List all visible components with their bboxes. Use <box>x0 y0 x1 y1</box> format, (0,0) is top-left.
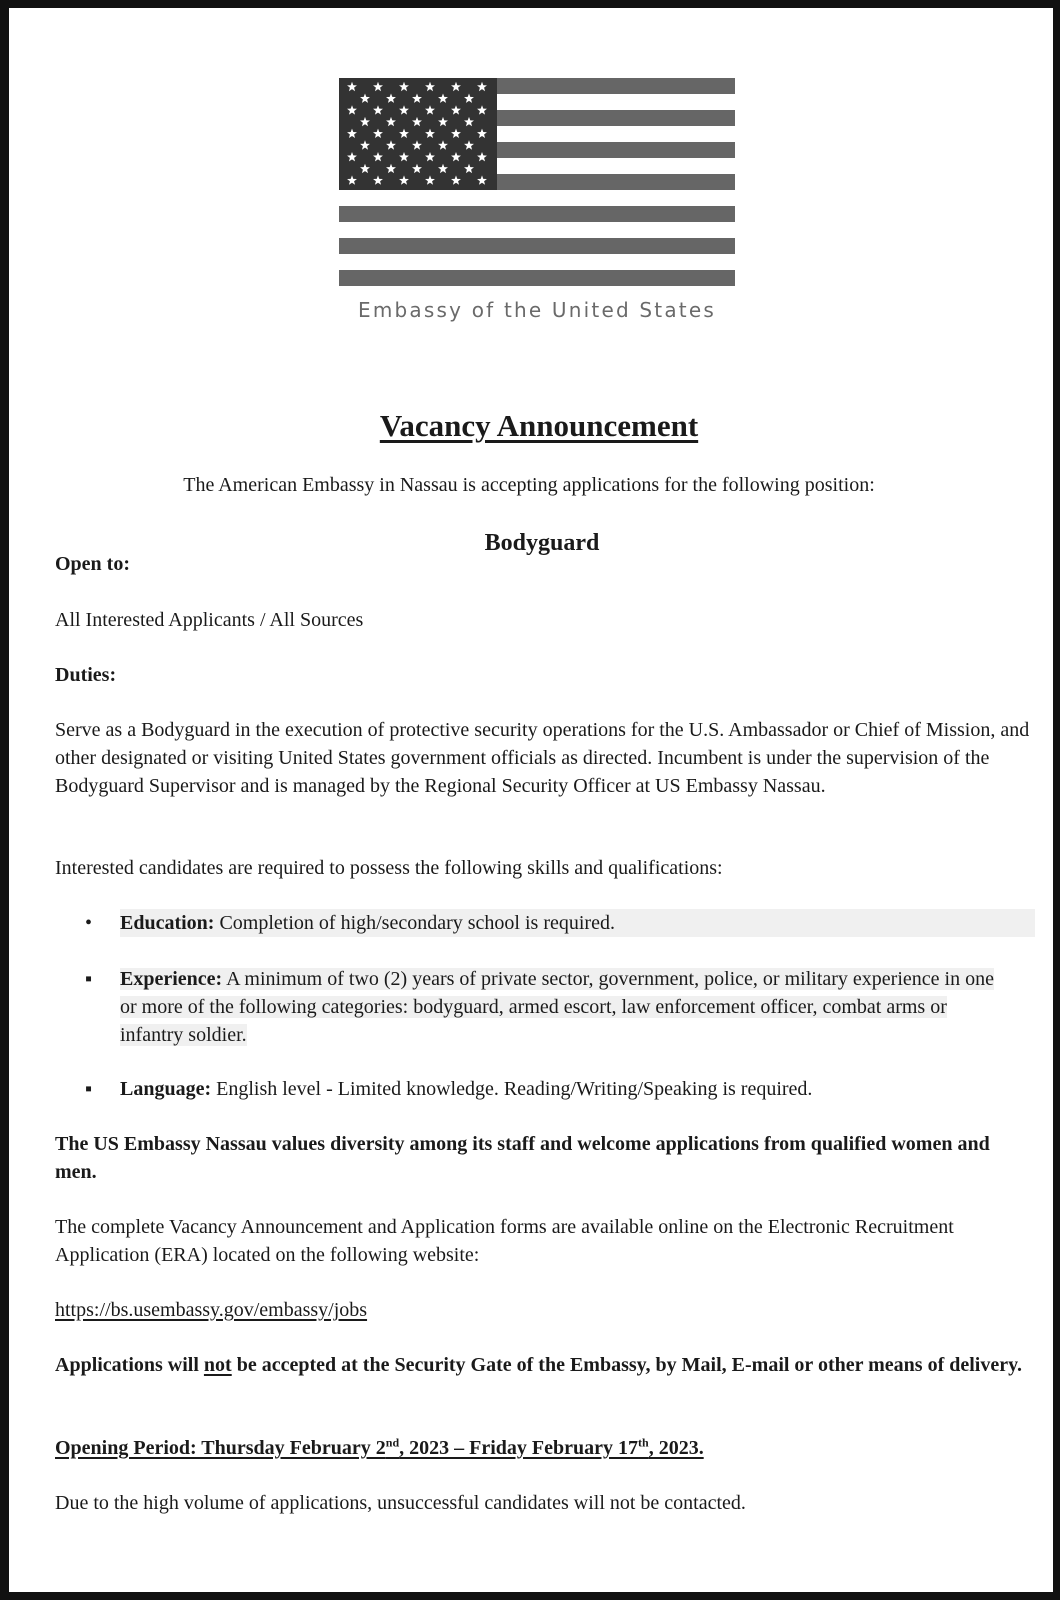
language-label: Language: <box>120 1078 212 1100</box>
us-flag-logo <box>339 78 735 286</box>
embassy-caption: Embassy of the United States <box>358 298 716 322</box>
education-label: Education: <box>120 912 215 934</box>
position-title: Bodyguard <box>484 530 600 556</box>
opening-period: Opening Period: Thursday February 2nd, 2023 – Friday February 17th, 2023. <box>55 1435 704 1459</box>
flag-stripe <box>339 238 735 254</box>
duties-text: Serve as a Bodyguard in the execution of protective security operations for the U.S. Ambassador or Chief of Mission, and other designated or visiting United States government officials as directed. Incumbent is under the supervision of the Bodyguard Supervisor and is managed by the Regional Security Officer at US Embassy Nassau. <box>55 719 1030 797</box>
jobs-link[interactable]: https://bs.usembassy.gov/embassy/jobs <box>55 1299 368 1321</box>
not-emphasis: not <box>203 1354 232 1376</box>
education-text: Completion of high/secondary school is required. <box>219 912 615 934</box>
open-to-heading: Open to: <box>55 553 130 575</box>
qualifications-intro: Interested candidates are required to possess the following skills and qualifications: <box>55 857 723 879</box>
flag-canton <box>339 78 497 190</box>
experience-text: A minimum of two (2) years of private sector, government, police, or military experience in one or more of the following categories: bodyguard, armed escort, law enforcement officer, combat arms or infantry soldier. <box>120 968 994 1046</box>
bullet-icon: • <box>85 912 93 934</box>
page-title: Vacancy Announcement <box>379 408 699 443</box>
duties-heading: Duties: <box>55 664 117 686</box>
open-to-text: All Interested Applicants / All Sources <box>55 609 364 631</box>
intro-text: The American Embassy in Nassau is accepting applications for the following position: <box>183 474 875 496</box>
application-text: The complete Vacancy Announcement and Application forms are available online on the Electronic Recruitment Application (ERA) located on the following website: <box>55 1216 954 1266</box>
diversity-statement: The US Embassy Nassau values diversity among its staff and welcome applications from qualified women and men. <box>55 1133 990 1183</box>
closing-note: Due to the high volume of applications, unsuccessful candidates will not be contacted. <box>55 1492 746 1514</box>
submission-notice: Applications will not be accepted at the Security Gate of the Embassy, by Mail, E-mail or other means of delivery. <box>55 1354 1022 1376</box>
flag-icon <box>339 78 735 286</box>
bullet-icon: ▪ <box>85 968 93 990</box>
flag-stripe <box>339 206 735 222</box>
flag-stripe <box>339 270 735 286</box>
bullet-icon: ▪ <box>85 1078 93 1100</box>
experience-label: Experience: <box>120 968 223 990</box>
language-text: English level - Limited knowledge. Reading/Writing/Speaking is required. <box>216 1078 813 1100</box>
